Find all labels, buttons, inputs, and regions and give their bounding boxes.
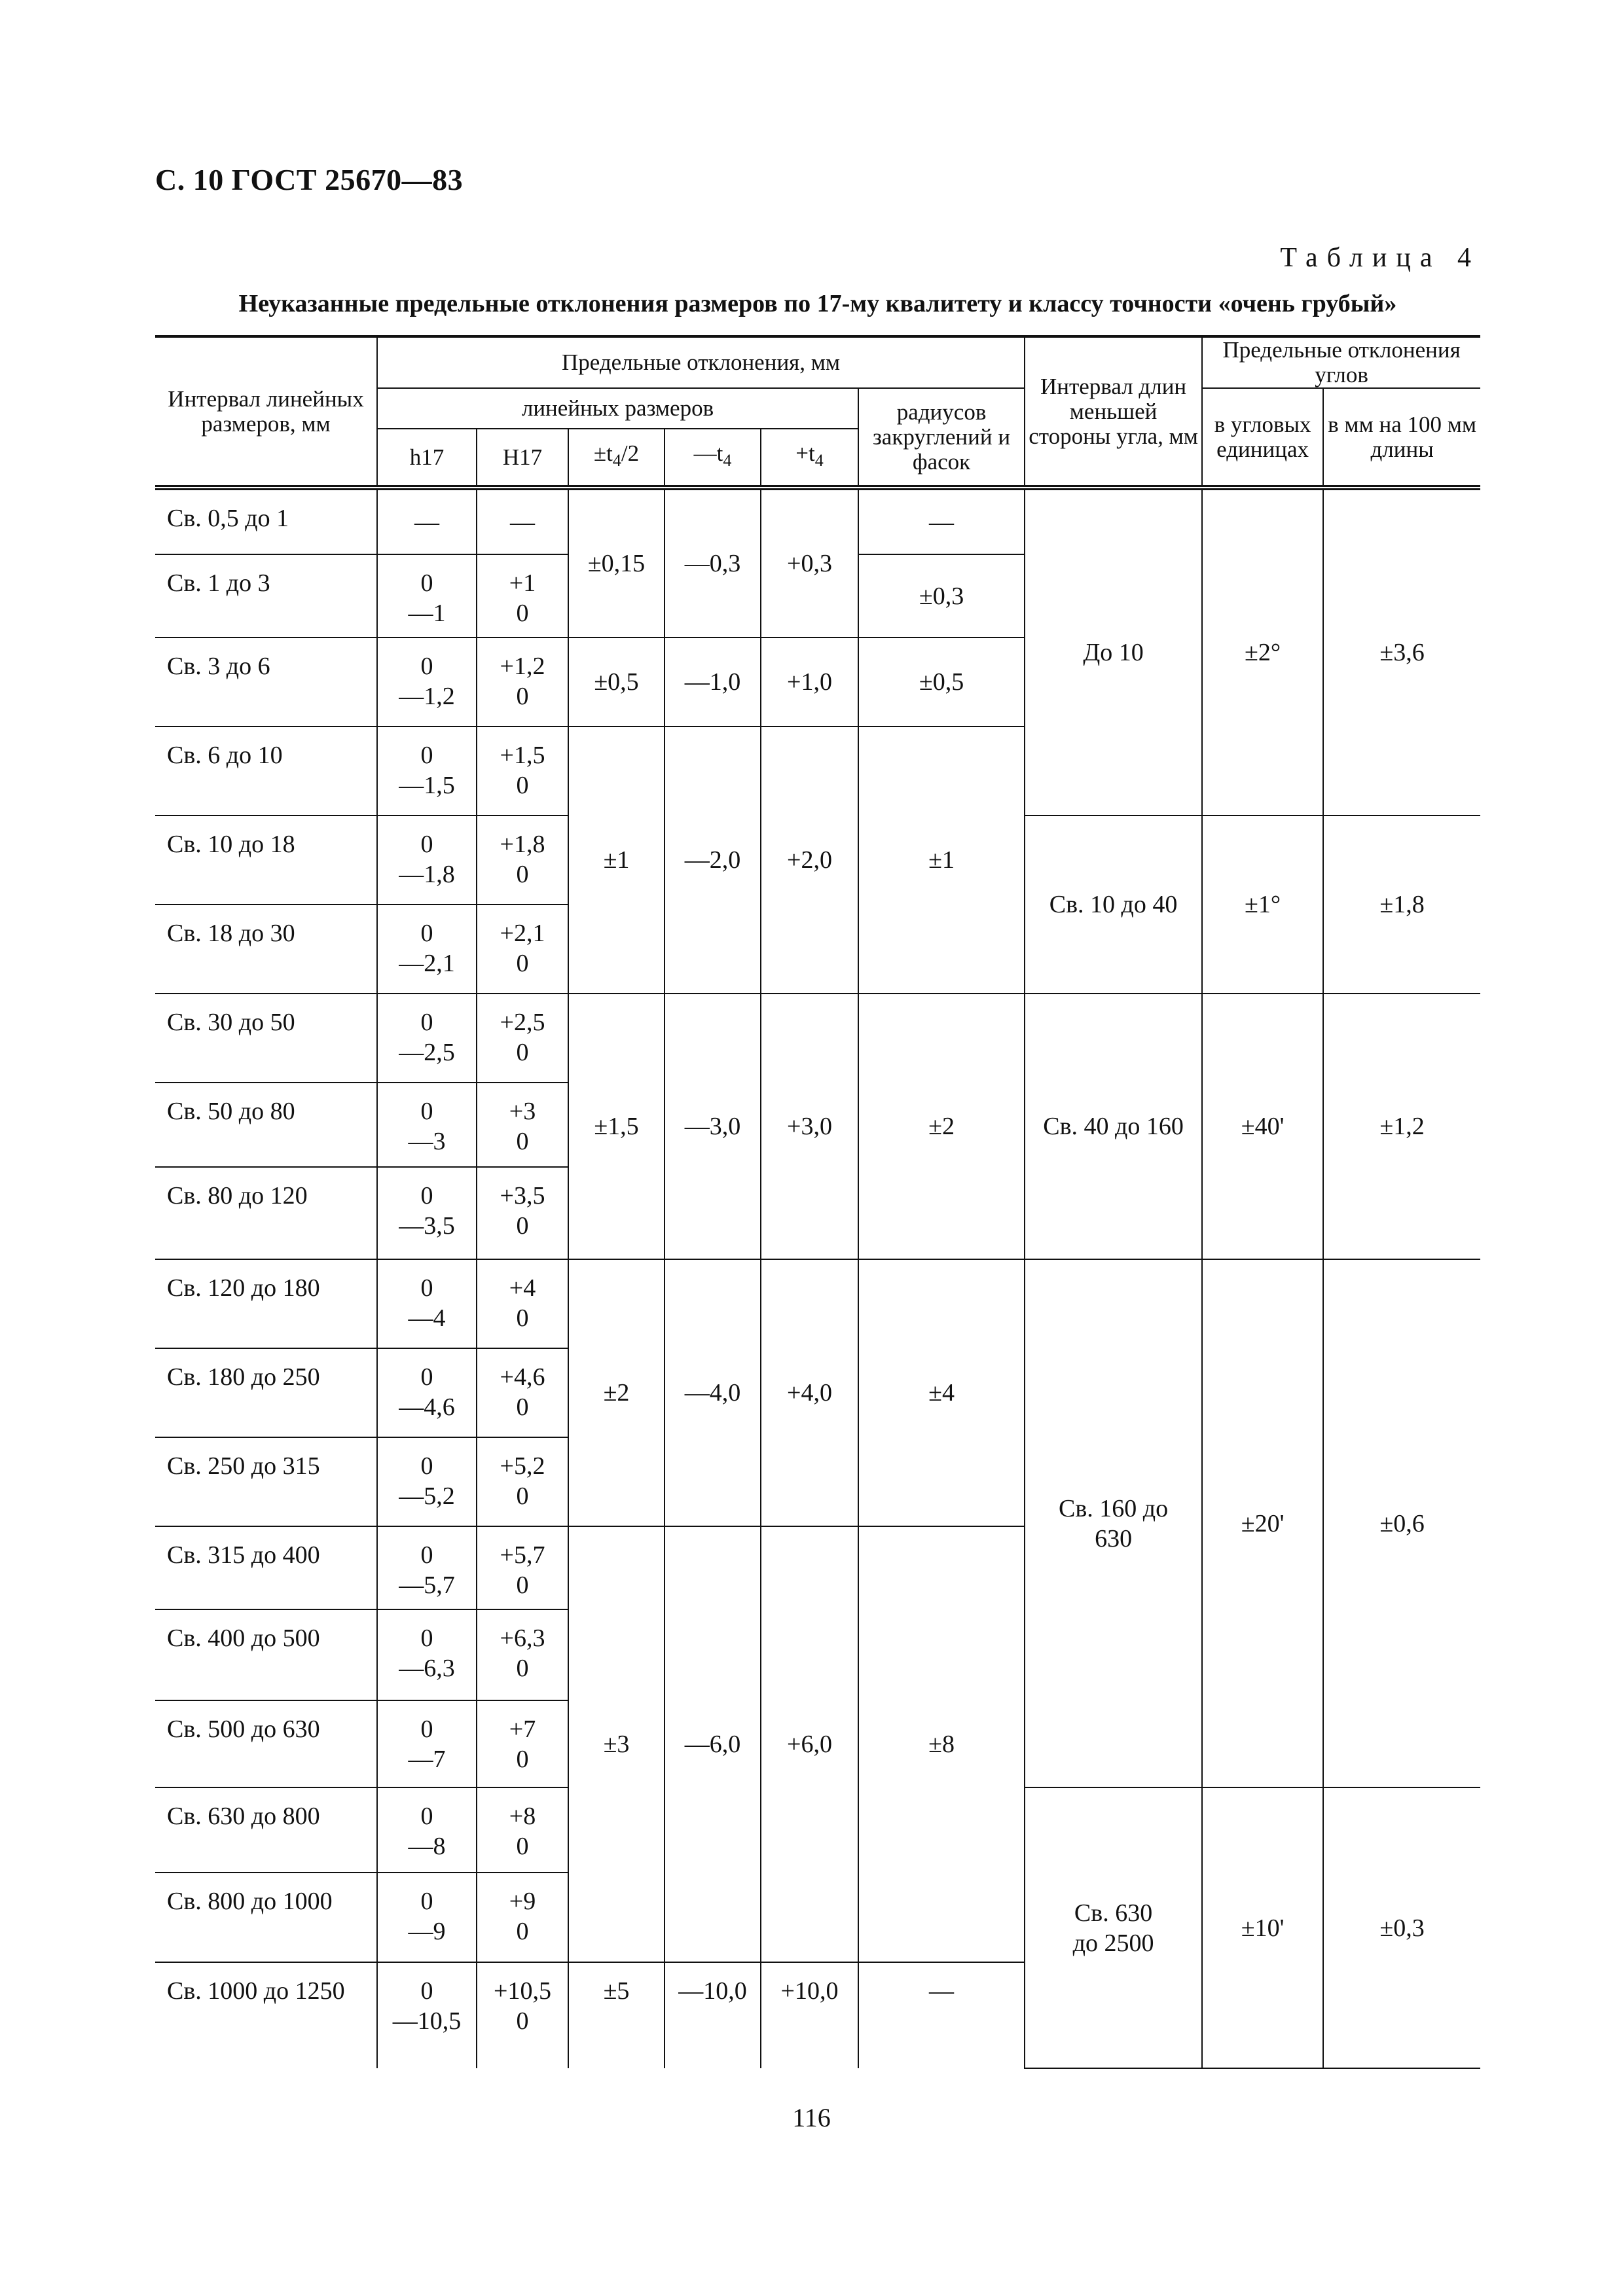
H17-upper: +8 [509,1803,536,1830]
row-interval: Св. 500 до 630 [155,1700,377,1787]
angle-mm-cell: ±1,2 [1323,994,1480,1259]
row-interval: Св. 30 до 50 [155,994,377,1083]
H17-lower: 0 [516,772,529,799]
header-interval: Интервал линейных размеров, мм [155,336,377,488]
h17-upper: 0 [420,569,433,597]
h17-lower: —5,2 [399,1482,455,1510]
H17-cell [477,1962,568,2068]
radius-cell: ±0,3 [858,554,1025,637]
angle-mm-cell: ±0,6 [1323,1259,1480,1787]
H17-lower: 0 [516,1304,529,1332]
H17-upper: +1,8 [500,831,545,858]
h17-lower: —2,1 [399,950,455,977]
H17-cell [477,1083,568,1167]
t4-half-cell: ±3 [568,1526,665,1962]
H17-upper: +10,5 [494,1977,551,2005]
angle-units-cell: ±20' [1202,1259,1323,1787]
angle-interval-line1: Св. 160 до [1059,1494,1169,1522]
t4-half-cell: ±0,15 [568,488,665,637]
H17-upper: +6,3 [500,1624,545,1652]
h17-upper: 0 [420,1541,433,1569]
H17-lower: 0 [516,1128,529,1155]
deviation-table-container [155,335,1480,2069]
t4-half-cell: ±0,5 [568,637,665,726]
h17-upper: 0 [420,1452,433,1480]
angle-units-cell: ±10' [1202,1787,1323,2068]
H17-lower: 0 [516,1482,529,1510]
H17-upper: +4,6 [500,1363,545,1391]
header-minus-t4 [665,429,761,488]
H17-upper: +1,5 [500,742,545,769]
angle-mm-cell: ±0,3 [1323,1787,1480,2068]
h17-cell [377,1873,477,1962]
header-t4-half-suffix: /2 [621,440,640,466]
plus-t4-cell: +0,3 [761,488,858,637]
radius-cell: ±4 [858,1259,1025,1526]
plus-t4-cell: +1,0 [761,637,858,726]
deviation-table [155,335,1480,2069]
h17-upper: 0 [420,653,433,680]
H17-cell [477,1526,568,1609]
header-minus-t4-sub: 4 [723,451,732,470]
radius-cell: — [858,488,1025,554]
header-angle-mm: в мм на 100 мм длины [1323,388,1480,488]
h17-upper: 0 [420,1363,433,1391]
H17-upper: +7 [509,1715,536,1743]
h17-upper: 0 [420,1274,433,1302]
h17-upper: 0 [420,1803,433,1830]
angle-interval-line1: Св. 630 [1074,1899,1153,1927]
angle-units-cell: ±40' [1202,994,1323,1259]
h17-upper: 0 [420,1009,433,1036]
minus-t4-cell: —1,0 [665,637,761,726]
h17-cell [377,1259,477,1348]
t4-half-cell: ±2 [568,1259,665,1526]
H17-upper: +5,2 [500,1452,545,1480]
h17-upper: 0 [420,742,433,769]
h17-lower: —10,5 [392,2007,462,2035]
h17-upper: 0 [420,1888,433,1915]
H17-cell [477,554,568,637]
h17-lower: —1,2 [399,683,455,710]
h17-lower: —3 [408,1128,446,1155]
angle-interval-cell [1025,1259,1202,1787]
H17-cell [477,637,568,726]
row-interval: Св. 1000 до 1250 [155,1962,377,2068]
h17-lower: —4,6 [399,1393,455,1421]
header-deviations: Предельные отклонения, мм [377,336,1025,388]
angle-interval-cell: Св. 40 до 160 [1025,994,1202,1259]
h17-lower: —6,3 [399,1655,455,1682]
angle-mm-cell: ±3,6 [1323,488,1480,816]
H17-lower: 0 [516,683,529,710]
h17-cell [377,994,477,1083]
h17-cell [377,726,477,816]
H17-lower: 0 [516,2007,529,2035]
h17-upper: 0 [420,1624,433,1652]
t4-half-cell: ±1 [568,726,665,994]
h17-upper: 0 [420,1977,433,2005]
row-interval: Св. 250 до 315 [155,1437,377,1526]
header-radius: радиусов закруглений и фасок [858,388,1025,488]
H17-cell [477,1609,568,1700]
row-interval: Св. 0,5 до 1 [155,488,377,554]
plus-t4-cell: +4,0 [761,1259,858,1526]
minus-t4-cell: —4,0 [665,1259,761,1526]
h17-lower: —7 [408,1746,446,1773]
minus-t4-cell: —0,3 [665,488,761,637]
H17-upper: +9 [509,1888,536,1915]
table-label: Таблица 4 [1280,243,1480,273]
H17-lower: 0 [516,1833,529,1860]
header-plus-t4-prefix: +t [795,440,815,466]
header-h17: h17 [377,429,477,488]
angle-interval-cell [1025,1787,1202,2068]
H17-lower: 0 [516,1039,529,1066]
plus-t4-cell: +2,0 [761,726,858,994]
plus-t4-cell: +6,0 [761,1526,858,1962]
page-header: С. 10 ГОСТ 25670—83 [155,163,464,196]
row-interval: Св. 80 до 120 [155,1167,377,1259]
h17-lower: —1 [408,600,446,627]
h17-cell: — [377,488,477,554]
plus-t4-cell: +10,0 [761,1962,858,2068]
H17-cell [477,1259,568,1348]
row-interval: Св. 10 до 18 [155,816,377,905]
H17-upper: +1 [509,569,536,597]
H17-upper: +3 [509,1098,536,1125]
header-t4-half [568,429,665,488]
H17-cell [477,1700,568,1787]
H17-cell [477,1873,568,1962]
radius-cell: ±0,5 [858,637,1025,726]
row-interval: Св. 315 до 400 [155,1526,377,1609]
row-interval: Св. 800 до 1000 [155,1873,377,1962]
h17-cell [377,637,477,726]
row-interval: Св. 18 до 30 [155,905,377,994]
h17-cell [377,1167,477,1259]
row-interval: Св. 400 до 500 [155,1609,377,1700]
H17-cell [477,1787,568,1873]
H17-cell [477,1167,568,1259]
H17-lower: 0 [516,1571,529,1599]
H17-upper: +1,2 [500,653,545,680]
H17-lower: 0 [516,1393,529,1421]
row-interval: Св. 6 до 10 [155,726,377,816]
h17-cell [377,1348,477,1437]
h17-lower: —3,5 [399,1212,455,1240]
table-row [155,488,1480,554]
h17-lower: —9 [408,1918,446,1945]
header-angle-interval: Интервал длин меньшей стороны угла, мм [1025,336,1202,488]
table-caption: Неуказанные предельные отклонения размеров по 17-му квалитету и классу точности «очень грубый» [238,290,1397,317]
h17-cell [377,816,477,905]
h17-lower: —4 [408,1304,446,1332]
H17-cell [477,905,568,994]
row-interval: Св. 3 до 6 [155,637,377,726]
angle-units-cell: ±1° [1202,816,1323,994]
radius-cell: ±8 [858,1526,1025,1962]
h17-cell [377,1437,477,1526]
row-interval: Св. 120 до 180 [155,1259,377,1348]
row-interval: Св. 630 до 800 [155,1787,377,1873]
H17-cell [477,1437,568,1526]
H17-lower: 0 [516,600,529,627]
table-row [155,1259,1480,1348]
angle-units-cell: ±2° [1202,488,1323,816]
h17-cell [377,905,477,994]
h17-cell [377,1609,477,1700]
h17-upper: 0 [420,1182,433,1210]
radius-cell: — [858,1962,1025,2068]
H17-lower: 0 [516,861,529,888]
page-number: 116 [792,2103,831,2132]
header-linear: линейных размеров [377,388,858,429]
h17-cell [377,1083,477,1167]
minus-t4-cell: —10,0 [665,1962,761,2068]
H17-lower: 0 [516,950,529,977]
angle-interval-cell: Св. 10 до 40 [1025,816,1202,994]
H17-cell: — [477,488,568,554]
header-t4-half-sub: 4 [612,451,621,470]
header-angle-deviations: Предельные отклонения углов [1202,336,1480,388]
row-interval: Св. 1 до 3 [155,554,377,637]
header-plus-t4-sub: 4 [814,451,824,470]
h17-upper: 0 [420,1098,433,1125]
table-row [155,994,1480,1083]
angle-interval-line2: до 2500 [1072,1929,1154,1957]
header-plus-t4 [761,429,858,488]
angle-interval-cell: До 10 [1025,488,1202,816]
angle-interval-line2: 630 [1095,1524,1133,1552]
radius-cell: ±2 [858,994,1025,1259]
H17-upper: +3,5 [500,1182,545,1210]
header-t4-half-prefix: ±t [593,440,613,466]
H17-lower: 0 [516,1212,529,1240]
h17-cell [377,1962,477,2068]
h17-upper: 0 [420,831,433,858]
t4-half-cell: ±5 [568,1962,665,2068]
header-minus-t4-prefix: —t [693,440,723,466]
minus-t4-cell: —3,0 [665,994,761,1259]
header-H17: H17 [477,429,568,488]
h17-lower: —8 [408,1833,446,1860]
minus-t4-cell: —6,0 [665,1526,761,1962]
h17-cell [377,1526,477,1609]
H17-lower: 0 [516,1655,529,1682]
H17-upper: +2,1 [500,920,545,947]
h17-lower: —2,5 [399,1039,455,1066]
angle-mm-cell: ±1,8 [1323,816,1480,994]
h17-upper: 0 [420,1715,433,1743]
t4-half-cell: ±1,5 [568,994,665,1259]
plus-t4-cell: +3,0 [761,994,858,1259]
H17-lower: 0 [516,1746,529,1773]
h17-cell [377,554,477,637]
h17-lower: —5,7 [399,1571,455,1599]
radius-cell: ±1 [858,726,1025,994]
H17-cell [477,1348,568,1437]
H17-cell [477,994,568,1083]
minus-t4-cell: —2,0 [665,726,761,994]
row-interval: Св. 50 до 80 [155,1083,377,1167]
H17-upper: +2,5 [500,1009,545,1036]
h17-cell [377,1700,477,1787]
H17-cell [477,816,568,905]
h17-lower: —1,5 [399,772,455,799]
h17-upper: 0 [420,920,433,947]
row-interval: Св. 180 до 250 [155,1348,377,1437]
H17-lower: 0 [516,1918,529,1945]
header-angle-units: в угловых единицах [1202,388,1323,488]
H17-upper: +5,7 [500,1541,545,1569]
h17-cell [377,1787,477,1873]
H17-cell [477,726,568,816]
H17-upper: +4 [509,1274,536,1302]
h17-lower: —1,8 [399,861,455,888]
